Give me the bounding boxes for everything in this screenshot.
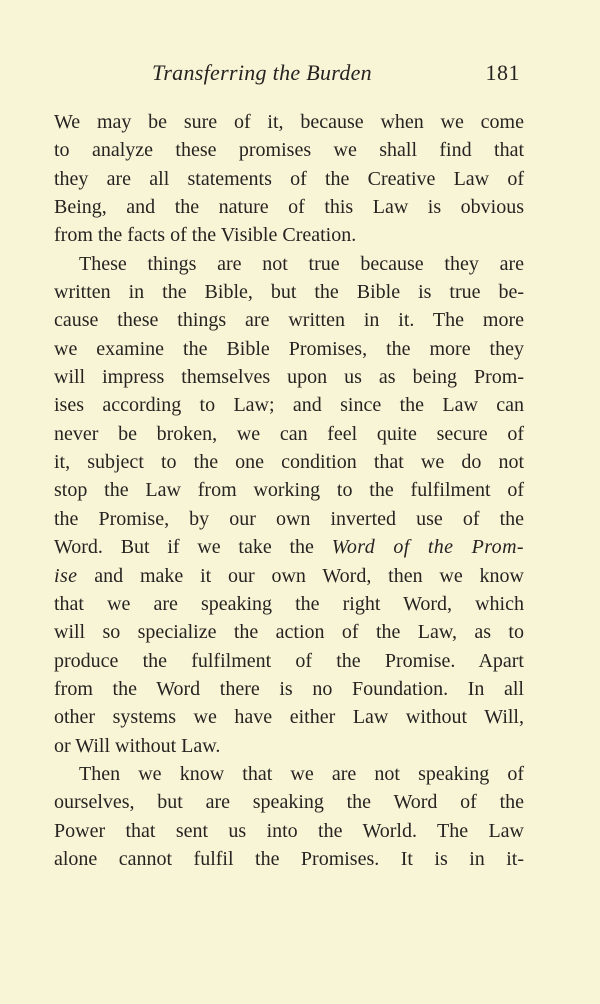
italic-phrase: Word of the Prom- [331, 536, 524, 559]
text-line: Power that sent us into the World. The Law [54, 819, 524, 842]
text-line: the Promise, by our own inverted use of the [54, 507, 524, 530]
text-line: Being, and the nature of this Law is obvious [54, 196, 524, 219]
text-line: written in the Bible, but the Bible is true be- [54, 281, 524, 304]
italic-phrase: ise [54, 564, 78, 587]
text-line: Then we know that we are not speaking of [79, 762, 524, 785]
text-line: to analyze these promises we shall find that [54, 139, 524, 162]
text-line: other systems we have either Law without Will, [54, 706, 524, 729]
text-line: Word. But if we take the Word of the Prom- [54, 536, 524, 559]
running-head [54, 58, 524, 92]
text-line: or Will without Law. [54, 734, 221, 757]
running-title: Transferring the Burden [152, 60, 372, 85]
text-line: it, subject to the one condition that we do not [54, 451, 524, 474]
text-line: We may be sure of it, because when we come [54, 111, 524, 133]
text-line: alone cannot fulfil the Promises. It is in it- [54, 847, 524, 870]
text-line: from the facts of the Visible Creation. [54, 224, 357, 247]
text-line: that we are speaking the right Word, which [54, 592, 524, 615]
text-line: they are all statements of the Creative Law of [54, 167, 524, 190]
page-number: 181 [485, 60, 520, 85]
text-line: cause these things are written in it. The more [54, 309, 524, 332]
text-line: ourselves, but are speaking the Word of the [54, 791, 524, 814]
text-line: ise and make it our own Word, then we know [54, 564, 524, 587]
text-line: never be broken, we can feel quite secure of [54, 422, 524, 445]
text-line: These things are not true because they are [79, 252, 524, 275]
text-line: ises according to Law; and since the Law can [54, 394, 524, 417]
body-text [54, 108, 524, 873]
text-line: stop the Law from working to the fulfilment of [54, 479, 524, 502]
text-line: will impress themselves upon us as being Prom- [54, 366, 524, 389]
text-line: we examine the Bible Promises, the more they [54, 337, 524, 360]
text-line: produce the fulfilment of the Promise. Apart [54, 649, 524, 672]
text-line: will so specialize the action of the Law, as to [54, 621, 524, 644]
text-line: from the Word there is no Foundation. In all [54, 677, 524, 700]
